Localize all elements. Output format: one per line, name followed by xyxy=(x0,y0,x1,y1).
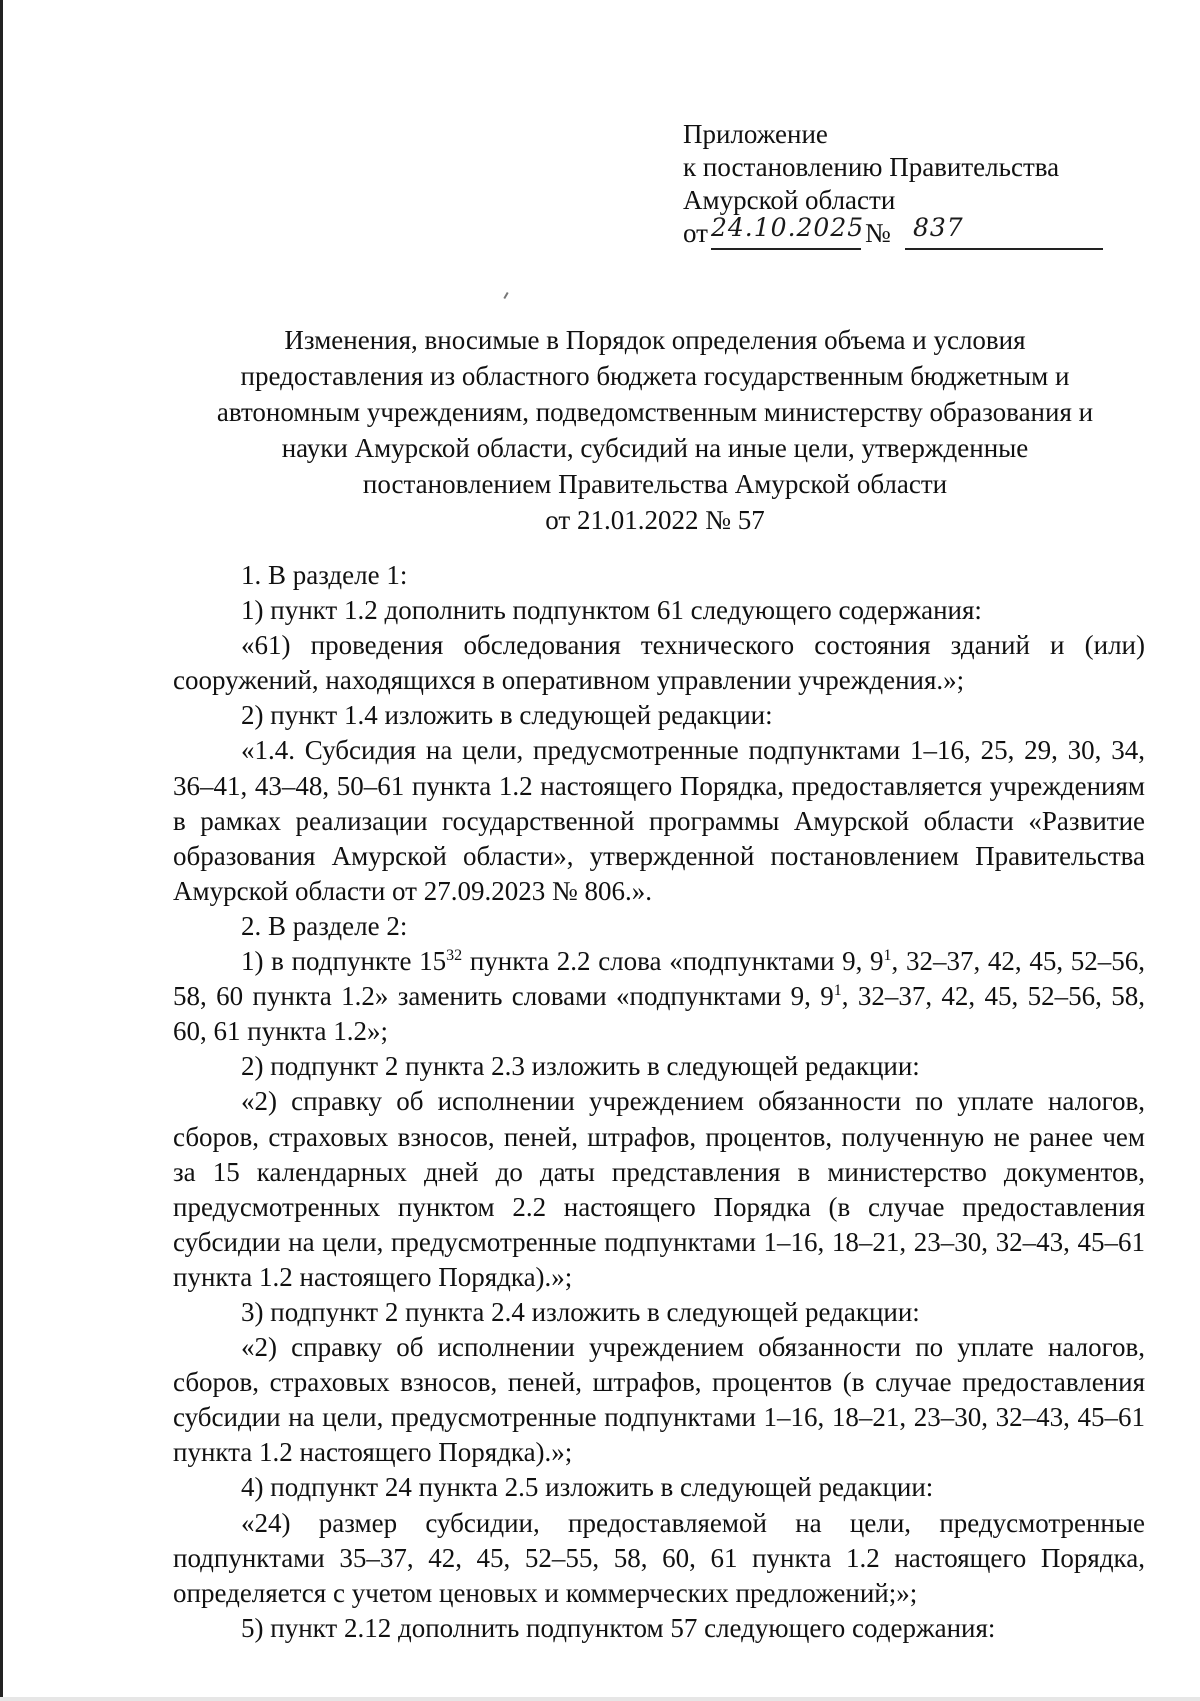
title-line: Изменения, вносимые в Порядок определения объема и условия xyxy=(284,325,1026,355)
amendment-item xyxy=(173,944,1145,1049)
handwritten-date: 24.10.2025 xyxy=(711,213,865,242)
text-run: пункта 2.2 слова «подпунктами 9, 9 xyxy=(462,946,884,977)
text-run: 1) в подпункте 15 xyxy=(241,946,447,977)
superscript: 1 xyxy=(833,982,842,1000)
amendment-quote: «1.4. Субсидия на цели, предусмотренные подпунктами 1–16, 25, 29, 30, 34, 36–41, 43–48, 50–61 пункта 1.2 настоящего Порядка, предоставляется учреждениям в рамках реализации государственной программы Амурской области «Развитие образования Амурской области», утвержденной постановлением Правительства Амурской области от 27.09.2023 № 806.». xyxy=(173,735,1145,906)
appendix-date-line xyxy=(683,213,1103,253)
section-heading: 1. В разделе 1: xyxy=(241,560,408,590)
amendment-item: 4) подпункт 24 пункта 2.5 изложить в следующей редакции: xyxy=(241,1472,934,1503)
amendment-item: 5) пункт 2.12 дополнить подпунктом 57 следующего содержания: xyxy=(241,1612,996,1643)
document-title xyxy=(130,322,1180,538)
title-line: автономным учреждениям, подведомственным министерству образования и xyxy=(216,397,1094,427)
appendix-label: Приложение xyxy=(683,119,828,149)
scan-speck xyxy=(503,292,508,299)
title-line: постановлением Правительства Амурской области xyxy=(362,469,948,499)
superscript: 32 xyxy=(446,947,463,965)
amendment-item: 3) подпункт 2 пункта 2.4 изложить в следующей редакции: xyxy=(241,1296,920,1327)
appendix-header xyxy=(683,118,1103,253)
scan-edge-left xyxy=(0,0,3,1701)
number-sign: № xyxy=(865,218,891,248)
date-prefix: от xyxy=(683,218,708,248)
amendment-quote: «2) справку об исполнении учреждением обязанности по уплате налогов, сборов, страховых взносов, пеней, штрафов, процентов (в случае предоставления субсидии на цели, предусмотренные подпунктами 1–16, 18–21, 23–30, 32–43, 45–61 пункта 1.2 настоящего Порядка).»; xyxy=(173,1332,1145,1468)
amendment-item: 2) подпункт 2 пункта 2.3 изложить в следующей редакции: xyxy=(241,1051,920,1082)
appendix-decree: к постановлению Правительства xyxy=(683,152,1060,182)
number-underline xyxy=(905,248,1103,250)
section-heading: 2. В разделе 2: xyxy=(241,910,408,941)
amendment-quote: «61) проведения обследования технического состояния зданий и (или) сооружений, находящихся в оперативном управлении учреждения.»; xyxy=(173,630,1145,696)
handwritten-number: 837 xyxy=(913,213,964,242)
title-line: предоставления из областного бюджета государственным бюджетным и xyxy=(240,361,1070,391)
amendment-quote: «2) справку об исполнении учреждением обязанности по уплате налогов, сборов, страховых взносов, пеней, штрафов, процентов, полученную не ранее чем за 15 календарных дней до даты представления в министерство документов, предусмотренных пунктом 2.2 настоящего Порядка (в случае предоставления субсидии на цели, предусмотренные подпунктами 1–16, 18–21, 23–30, 32–43, 45–61 пункта 1.2 настоящего Порядка).»; xyxy=(173,1086,1145,1292)
amendment-item: 2) пункт 1.4 изложить в следующей редакции: xyxy=(241,700,773,731)
title-line: науки Амурской области, субсидий на иные цели, утвержденные xyxy=(281,433,1029,463)
scan-edge-bottom xyxy=(0,1697,1200,1701)
document-body xyxy=(173,558,1145,1646)
superscript: 1 xyxy=(883,947,892,965)
appendix-region: Амурской области xyxy=(683,185,896,215)
title-line: от 21.01.2022 № 57 xyxy=(545,505,765,535)
text-run: , 32–37, 42, 45, 52–56, 58, 60 пункта 1.2» заменить словами «подпунктами 9, 9 xyxy=(173,946,1146,1012)
text-run: , 32–37, 42, 45, 52–56, 58, 60, 61 пункта 1.2»; xyxy=(173,981,1146,1047)
date-underline xyxy=(711,248,861,250)
amendment-quote: «24) размер субсидии, предоставляемой на цели, предусмотренные подпунктами 35–37, 42, 45, 52–55, 58, 60, 61 пункта 1.2 настоящего Порядка, определяется с учетом ценовых и коммерческих предложений;»; xyxy=(173,1507,1145,1608)
amendment-item: 1) пункт 1.2 дополнить подпунктом 61 следующего содержания: xyxy=(241,595,982,626)
